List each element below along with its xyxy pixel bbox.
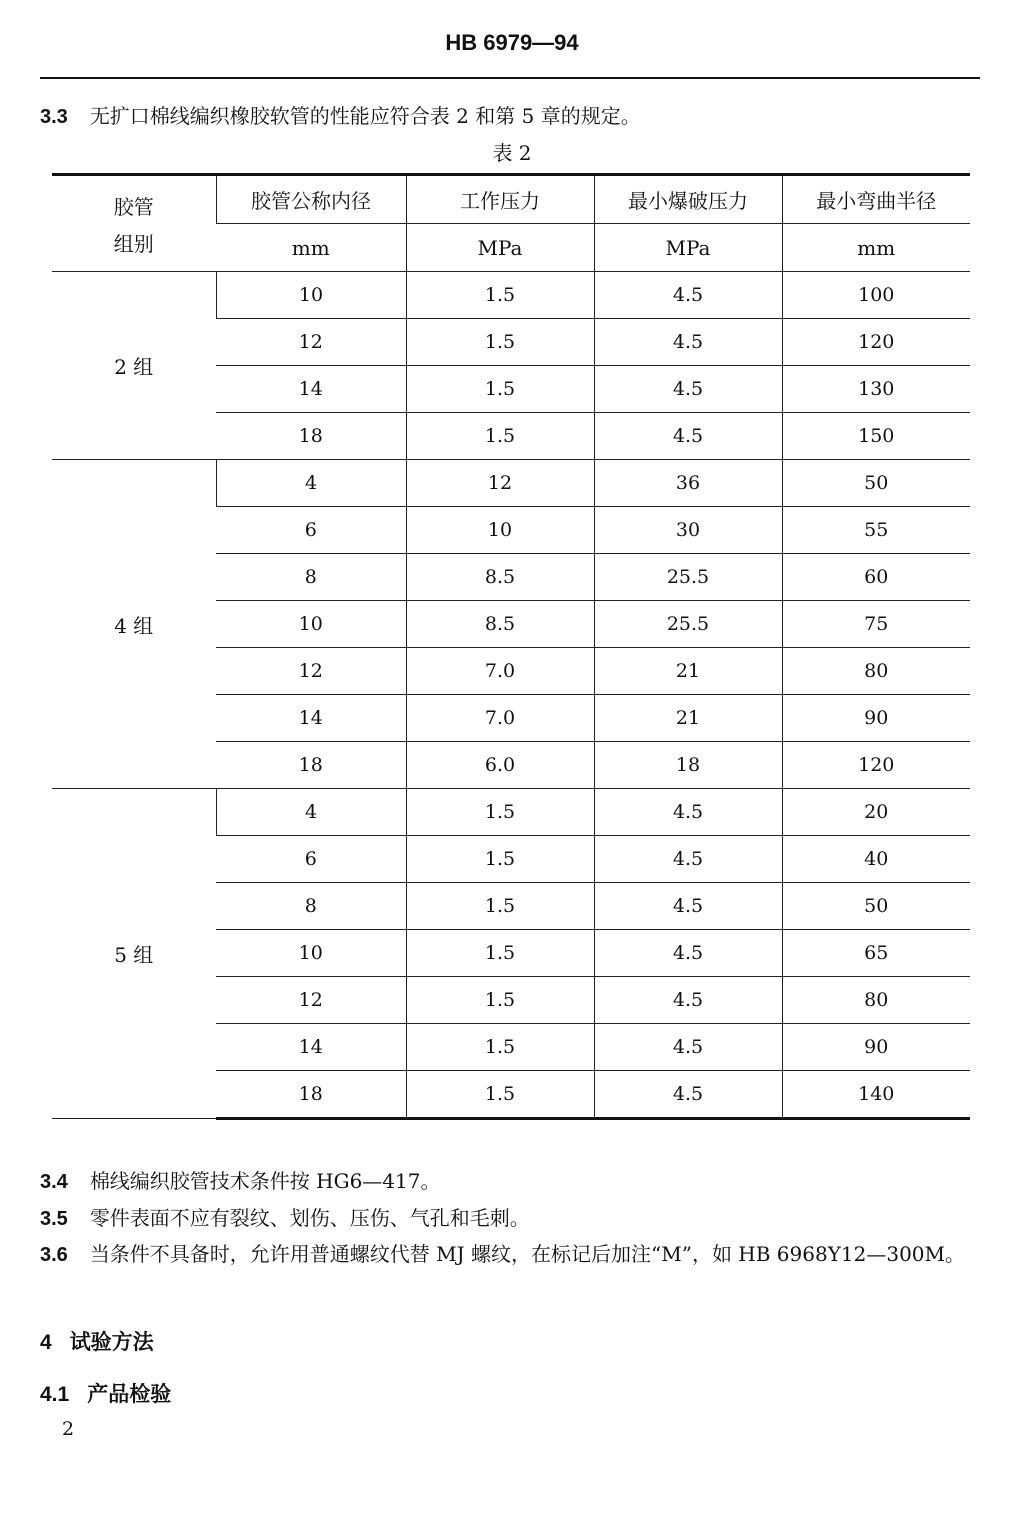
unit-working-pressure: MPa <box>406 224 594 272</box>
clause-3-3 <box>40 99 980 134</box>
section-number: 4.1 <box>40 1383 70 1406</box>
group-label: 4 组 <box>52 460 216 789</box>
cell-inner-diameter: 4 <box>216 460 406 507</box>
header-divider <box>40 77 980 79</box>
cell-working-pressure: 1.5 <box>406 1071 594 1119</box>
cell-bend-radius: 60 <box>782 554 970 601</box>
cell-inner-diameter: 18 <box>216 413 406 460</box>
cell-burst-pressure: 36 <box>594 460 782 507</box>
cell-working-pressure: 10 <box>406 507 594 554</box>
cell-bend-radius: 20 <box>782 789 970 836</box>
cell-working-pressure: 1.5 <box>406 836 594 883</box>
clause-text: 棉线编织胶管技术条件按 HG6—417。 <box>89 1169 441 1193</box>
cell-burst-pressure: 30 <box>594 507 782 554</box>
column-header-bend-radius: 最小弯曲半径 <box>782 175 970 224</box>
clause-number: 3.3 <box>40 106 68 128</box>
cell-bend-radius: 120 <box>782 319 970 366</box>
cell-burst-pressure: 25.5 <box>594 601 782 648</box>
group-label: 2 组 <box>52 272 216 460</box>
cell-working-pressure: 1.5 <box>406 272 594 319</box>
cell-burst-pressure: 4.5 <box>594 836 782 883</box>
cell-inner-diameter: 10 <box>216 601 406 648</box>
group-column-header <box>52 175 216 272</box>
clause-text: 当条件不具备时，允许用普通螺纹代替 MJ 螺纹，在标记后加注“M”，如 HB 6968Y12—300M。 <box>89 1242 966 1266</box>
group-header-line-1: 胶管 <box>113 194 154 219</box>
cell-burst-pressure: 4.5 <box>594 883 782 930</box>
cell-bend-radius: 120 <box>782 742 970 789</box>
section-number: 4 <box>40 1331 52 1354</box>
section-4-1-heading <box>40 1378 171 1408</box>
clause-text: 无扩口棉线编织橡胶软管的性能应符合表 2 和第 5 章的规定。 <box>89 104 641 128</box>
cell-inner-diameter: 8 <box>216 554 406 601</box>
clause-3-6 <box>40 1237 980 1272</box>
cell-burst-pressure: 4.5 <box>594 1024 782 1071</box>
cell-inner-diameter: 10 <box>216 930 406 977</box>
group-label: 5 组 <box>52 789 216 1119</box>
cell-bend-radius: 50 <box>782 883 970 930</box>
cell-working-pressure: 1.5 <box>406 883 594 930</box>
clause-text: 零件表面不应有裂纹、划伤、压伤、气孔和毛刺。 <box>89 1206 530 1230</box>
cell-bend-radius: 50 <box>782 460 970 507</box>
section-title: 产品检验 <box>87 1381 172 1406</box>
cell-bend-radius: 100 <box>782 272 970 319</box>
group-header-line-2: 组别 <box>113 231 154 256</box>
cell-burst-pressure: 4.5 <box>594 413 782 460</box>
cell-working-pressure: 8.5 <box>406 554 594 601</box>
cell-burst-pressure: 4.5 <box>594 272 782 319</box>
cell-burst-pressure: 18 <box>594 742 782 789</box>
cell-burst-pressure: 4.5 <box>594 366 782 413</box>
clause-number: 3.5 <box>40 1208 68 1230</box>
cell-working-pressure: 1.5 <box>406 930 594 977</box>
cell-inner-diameter: 12 <box>216 648 406 695</box>
cell-bend-radius: 80 <box>782 648 970 695</box>
cell-burst-pressure: 4.5 <box>594 977 782 1024</box>
cell-burst-pressure: 4.5 <box>594 1071 782 1119</box>
table-header <box>52 175 970 272</box>
clause-number: 3.6 <box>40 1244 68 1266</box>
cell-working-pressure: 7.0 <box>406 695 594 742</box>
table-caption: 表 2 <box>492 141 532 165</box>
cell-working-pressure: 1.5 <box>406 413 594 460</box>
cell-bend-radius: 140 <box>782 1071 970 1119</box>
cell-working-pressure: 12 <box>406 460 594 507</box>
cell-working-pressure: 1.5 <box>406 977 594 1024</box>
table-row <box>52 460 970 507</box>
cell-working-pressure: 6.0 <box>406 742 594 789</box>
cell-burst-pressure: 4.5 <box>594 319 782 366</box>
table-body <box>52 272 970 1119</box>
clause-3-4 <box>40 1164 980 1199</box>
cell-inner-diameter: 12 <box>216 977 406 1024</box>
performance-table <box>52 173 970 1120</box>
cell-bend-radius: 65 <box>782 930 970 977</box>
cell-burst-pressure: 21 <box>594 695 782 742</box>
clause-3-5 <box>40 1201 980 1236</box>
unit-inner-diameter: mm <box>216 224 406 272</box>
cell-bend-radius: 90 <box>782 1024 970 1071</box>
cell-working-pressure: 7.0 <box>406 648 594 695</box>
column-header-burst-pressure: 最小爆破压力 <box>594 175 782 224</box>
cell-inner-diameter: 18 <box>216 742 406 789</box>
cell-inner-diameter: 18 <box>216 1071 406 1119</box>
cell-bend-radius: 90 <box>782 695 970 742</box>
clause-number: 3.4 <box>40 1171 68 1193</box>
unit-burst-pressure: MPa <box>594 224 782 272</box>
cell-inner-diameter: 6 <box>216 507 406 554</box>
cell-working-pressure: 1.5 <box>406 1024 594 1071</box>
cell-burst-pressure: 4.5 <box>594 789 782 836</box>
cell-bend-radius: 75 <box>782 601 970 648</box>
table-row <box>52 272 970 319</box>
column-header-working-pressure: 工作压力 <box>406 175 594 224</box>
column-header-inner-diameter: 胶管公称内径 <box>216 175 406 224</box>
section-4-heading <box>40 1326 154 1356</box>
cell-working-pressure: 1.5 <box>406 366 594 413</box>
section-title: 试验方法 <box>69 1329 154 1354</box>
cell-inner-diameter: 6 <box>216 836 406 883</box>
cell-bend-radius: 55 <box>782 507 970 554</box>
page-number: 2 <box>62 1418 75 1440</box>
cell-burst-pressure: 21 <box>594 648 782 695</box>
cell-inner-diameter: 10 <box>216 272 406 319</box>
cell-inner-diameter: 12 <box>216 319 406 366</box>
cell-bend-radius: 130 <box>782 366 970 413</box>
cell-working-pressure: 8.5 <box>406 601 594 648</box>
table-row <box>52 789 970 836</box>
cell-working-pressure: 1.5 <box>406 319 594 366</box>
cell-inner-diameter: 4 <box>216 789 406 836</box>
unit-bend-radius: mm <box>782 224 970 272</box>
cell-burst-pressure: 4.5 <box>594 930 782 977</box>
cell-inner-diameter: 8 <box>216 883 406 930</box>
cell-bend-radius: 150 <box>782 413 970 460</box>
cell-working-pressure: 1.5 <box>406 789 594 836</box>
cell-inner-diameter: 14 <box>216 1024 406 1071</box>
cell-bend-radius: 80 <box>782 977 970 1024</box>
document-code: HB 6979—94 <box>445 30 579 55</box>
cell-inner-diameter: 14 <box>216 366 406 413</box>
cell-burst-pressure: 25.5 <box>594 554 782 601</box>
cell-bend-radius: 40 <box>782 836 970 883</box>
cell-inner-diameter: 14 <box>216 695 406 742</box>
